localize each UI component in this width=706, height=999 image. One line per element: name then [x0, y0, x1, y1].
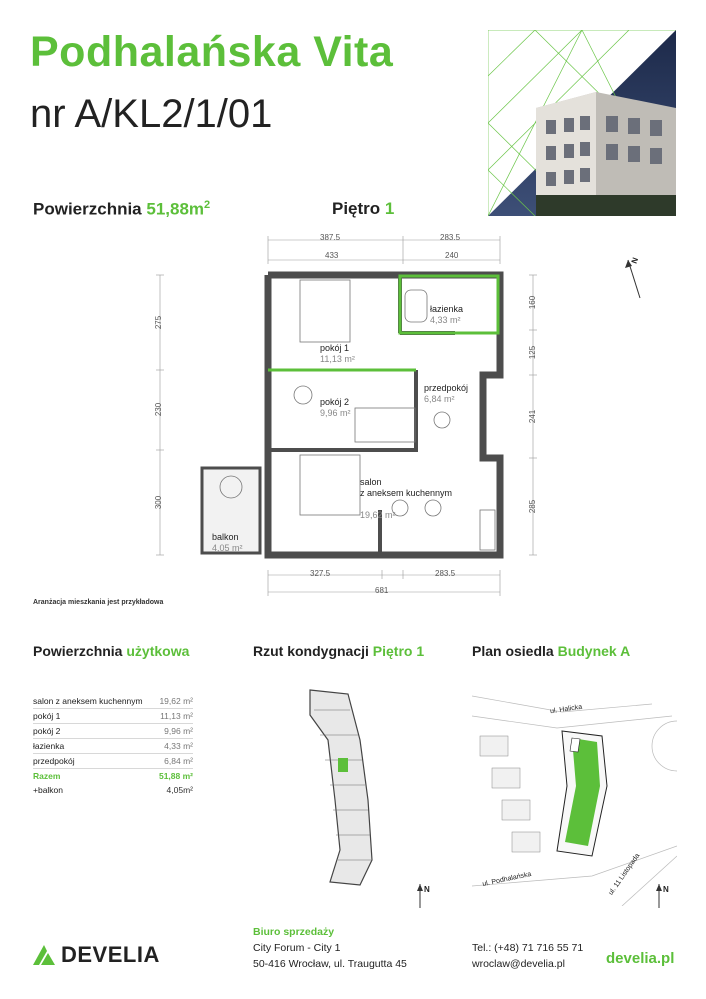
site-plan-map — [472, 676, 677, 906]
area-table — [33, 694, 193, 797]
area-value: 51,88m — [146, 199, 205, 219]
floor-key-north-label: N — [424, 885, 430, 894]
room-bedroom-2-area: 9,96 m² — [320, 408, 351, 418]
street-halicka: ul. Halicka — [549, 703, 583, 716]
row-label: pokój 2 — [33, 724, 155, 739]
room-balcony — [212, 532, 243, 554]
site-plan-heading-a: Plan osiedla — [472, 643, 554, 659]
table-row — [33, 709, 193, 724]
office-line2: 50-416 Wrocław, ul. Traugutta 45 — [253, 958, 407, 970]
floor-value: 1 — [384, 199, 395, 218]
apartment-plan — [150, 230, 550, 610]
site-north-label: N — [663, 885, 669, 894]
row-label: pokój 1 — [33, 709, 155, 724]
floor-plan-heading-b: Piętro 1 — [372, 643, 425, 659]
room-bathroom-name: łazienka — [430, 304, 464, 314]
project-title: Podhalańska Vita — [30, 28, 394, 76]
building-render — [488, 30, 676, 216]
floor-plan-heading-a: Rzut kondygnacji — [253, 643, 369, 659]
site-plan-heading-b: Budynek A — [557, 643, 631, 659]
floor-key-plan — [300, 680, 420, 890]
table-row — [33, 694, 193, 709]
balcony-label: +balkon — [33, 785, 64, 795]
unit-number: nr A/KL2/1/01 — [30, 92, 273, 136]
dim-right-1: 160 — [528, 295, 538, 310]
develia-logo-icon — [33, 945, 55, 965]
dim-right-4: 285 — [528, 499, 538, 514]
site-plan-heading — [472, 643, 630, 659]
room-hallway-name: przedpokój — [424, 383, 469, 393]
dim-top-1b: 283.5 — [440, 233, 461, 242]
dim-top-2b: 240 — [445, 251, 459, 260]
arrangement-note: Aranżacja mieszkania jest przykładowa — [33, 599, 164, 606]
row-value: 9,96 m² — [155, 724, 193, 739]
room-hallway-area: 6,84 m² — [424, 394, 455, 404]
dim-left-3: 300 — [154, 495, 164, 510]
table-row-total — [33, 769, 193, 784]
floor-summary — [332, 199, 394, 219]
contact-info — [472, 940, 583, 972]
room-bathroom-area: 4,33 m² — [430, 315, 461, 325]
room-bedroom-1-name: pokój 1 — [320, 343, 350, 353]
dim-top-2a: 433 — [325, 251, 339, 260]
table-row — [33, 739, 193, 754]
table-row — [33, 724, 193, 739]
row-label: salon z aneksem kuchennym — [33, 694, 155, 709]
total-value: 51,88 m² — [158, 771, 193, 781]
row-value: 6,84 m² — [155, 754, 193, 769]
dim-left-1: 275 — [154, 315, 164, 330]
floor-plan-heading — [253, 643, 424, 659]
room-bedroom-1 — [320, 343, 355, 365]
develia-logo-text: DEVELIA — [61, 942, 160, 967]
total-label: Razem — [33, 771, 61, 781]
develia-logo — [33, 942, 160, 968]
room-hallway — [424, 383, 468, 405]
dim-left-2: 230 — [154, 402, 164, 417]
table-row-balcony — [33, 783, 193, 797]
room-bedroom-2-name: pokój 2 — [320, 397, 350, 407]
office-title: Biuro sprzedaży — [253, 926, 335, 938]
room-living-name: salon z aneksem kuchennym — [360, 477, 453, 498]
usable-heading-a: Powierzchnia — [33, 643, 123, 659]
usable-area-heading — [33, 643, 189, 659]
room-living-area: 19,62 m² — [360, 510, 396, 520]
room-living — [360, 466, 452, 532]
street-podhalanska: ul. Podhalańska — [481, 870, 533, 889]
dim-bottom-1b: 283.5 — [435, 569, 456, 578]
floor-label: Piętro — [332, 199, 381, 218]
north-arrow-icon — [622, 252, 646, 302]
room-bedroom-2 — [320, 397, 351, 419]
dim-right-3: 241 — [528, 409, 538, 424]
website-link[interactable]: develia.pl — [606, 950, 675, 967]
dim-bottom-2: 681 — [375, 586, 389, 595]
row-label: przedpokój — [33, 754, 155, 769]
phone[interactable]: Tel.: (+48) 71 716 55 71 — [472, 942, 584, 954]
room-bedroom-1-area: 11,13 m² — [320, 354, 355, 364]
street-listopada: ul. 11 Listopada — [607, 852, 642, 897]
row-label: łazienka — [33, 739, 155, 754]
dim-right-2: 125 — [528, 345, 538, 360]
area-sup: 2 — [204, 199, 211, 211]
office-line1: City Forum - City 1 — [253, 942, 341, 954]
north-label: N — [629, 256, 641, 265]
row-value: 4,33 m² — [155, 739, 193, 754]
usable-heading-b: użytkowa — [126, 643, 190, 659]
room-balcony-name: balkon — [212, 532, 239, 542]
area-summary — [33, 199, 210, 220]
table-row — [33, 754, 193, 769]
email-link[interactable]: wroclaw@develia.pl — [472, 958, 565, 970]
area-label: Powierzchnia — [33, 199, 142, 219]
dim-bottom-1a: 327.5 — [310, 569, 331, 578]
dim-top-1a: 387.5 — [320, 233, 341, 242]
row-value: 19,62 m² — [155, 694, 193, 709]
row-value: 11,13 m² — [155, 709, 193, 724]
balcony-value: 4,05m² — [166, 785, 193, 795]
room-bathroom — [430, 304, 463, 326]
room-balcony-area: 4,05 m² — [212, 543, 243, 553]
sales-office — [253, 924, 407, 972]
